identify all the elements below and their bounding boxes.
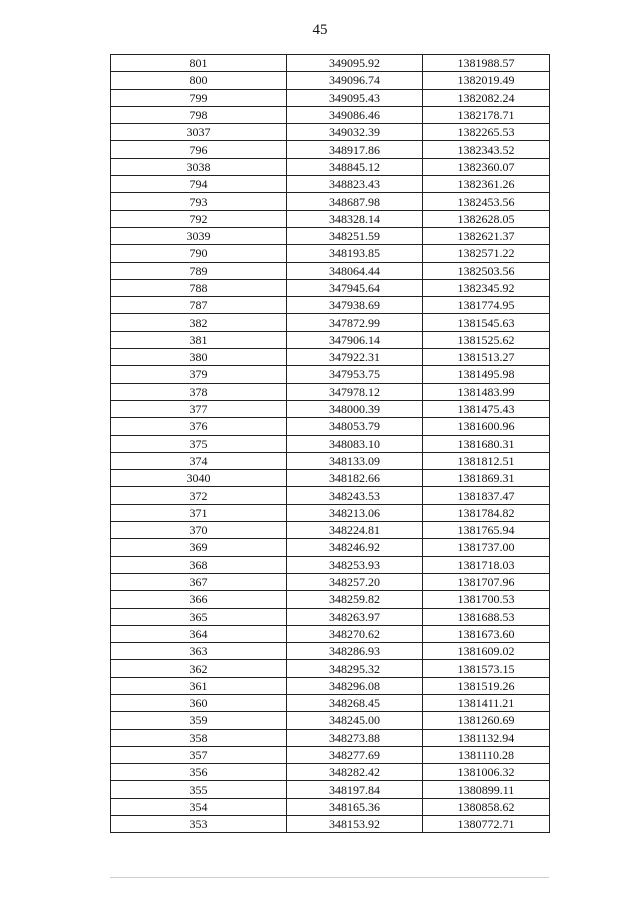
x-coordinate-cell: 348246.92 (287, 539, 423, 556)
x-coordinate-cell: 348270.62 (287, 625, 423, 642)
x-coordinate-cell: 349096.74 (287, 72, 423, 89)
table-row (111, 729, 550, 746)
bottom-divider (110, 877, 549, 878)
table-row (111, 418, 550, 435)
point-number-cell: 361 (111, 677, 287, 694)
x-coordinate-cell: 348251.59 (287, 227, 423, 244)
point-number-cell: 799 (111, 89, 287, 106)
point-number-cell: 787 (111, 297, 287, 314)
table-row (111, 435, 550, 452)
y-coordinate-cell: 1382345.92 (423, 279, 550, 296)
y-coordinate-cell: 1381525.62 (423, 331, 550, 348)
table-row (111, 314, 550, 331)
table-row (111, 383, 550, 400)
table-row (111, 746, 550, 763)
table-row (111, 331, 550, 348)
x-coordinate-cell: 348845.12 (287, 158, 423, 175)
x-coordinate-cell: 347938.69 (287, 297, 423, 314)
y-coordinate-cell: 1381707.96 (423, 573, 550, 590)
y-coordinate-cell: 1381513.27 (423, 349, 550, 366)
table-row (111, 400, 550, 417)
table-row (111, 124, 550, 141)
y-coordinate-cell: 1381132.94 (423, 729, 550, 746)
point-number-cell: 792 (111, 210, 287, 227)
point-number-cell: 379 (111, 366, 287, 383)
x-coordinate-cell: 347872.99 (287, 314, 423, 331)
table-row (111, 504, 550, 521)
y-coordinate-cell: 1381475.43 (423, 400, 550, 417)
point-number-cell: 796 (111, 141, 287, 158)
x-coordinate-cell: 348153.92 (287, 816, 423, 833)
x-coordinate-cell: 348268.45 (287, 694, 423, 711)
point-number-cell: 360 (111, 694, 287, 711)
y-coordinate-cell: 1381609.02 (423, 643, 550, 660)
x-coordinate-cell: 347953.75 (287, 366, 423, 383)
y-coordinate-cell: 1381600.96 (423, 418, 550, 435)
table-row (111, 573, 550, 590)
y-coordinate-cell: 1382265.53 (423, 124, 550, 141)
table-row (111, 193, 550, 210)
table-row (111, 712, 550, 729)
point-number-cell: 378 (111, 383, 287, 400)
point-number-cell: 3038 (111, 158, 287, 175)
x-coordinate-cell: 348224.81 (287, 522, 423, 539)
x-coordinate-cell: 348182.66 (287, 470, 423, 487)
table-row (111, 798, 550, 815)
y-coordinate-cell: 1381573.15 (423, 660, 550, 677)
y-coordinate-cell: 1381700.53 (423, 591, 550, 608)
table-row (111, 660, 550, 677)
x-coordinate-cell: 348273.88 (287, 729, 423, 746)
table-row (111, 245, 550, 262)
point-number-cell: 372 (111, 487, 287, 504)
point-number-cell: 788 (111, 279, 287, 296)
y-coordinate-cell: 1381495.98 (423, 366, 550, 383)
x-coordinate-cell: 348245.00 (287, 712, 423, 729)
point-number-cell: 380 (111, 349, 287, 366)
coordinates-table-body (111, 55, 550, 833)
point-number-cell: 801 (111, 55, 287, 72)
x-coordinate-cell: 348257.20 (287, 573, 423, 590)
point-number-cell: 382 (111, 314, 287, 331)
point-number-cell: 381 (111, 331, 287, 348)
y-coordinate-cell: 1381784.82 (423, 504, 550, 521)
table-row (111, 366, 550, 383)
point-number-cell: 3037 (111, 124, 287, 141)
table-row (111, 816, 550, 833)
point-number-cell: 365 (111, 608, 287, 625)
x-coordinate-cell: 348917.86 (287, 141, 423, 158)
y-coordinate-cell: 1382503.56 (423, 262, 550, 279)
table-row (111, 625, 550, 642)
table-row (111, 487, 550, 504)
x-coordinate-cell: 347906.14 (287, 331, 423, 348)
x-coordinate-cell: 348053.79 (287, 418, 423, 435)
x-coordinate-cell: 348213.06 (287, 504, 423, 521)
point-number-cell: 375 (111, 435, 287, 452)
table-row (111, 106, 550, 123)
x-coordinate-cell: 348000.39 (287, 400, 423, 417)
y-coordinate-cell: 1381680.31 (423, 435, 550, 452)
point-number-cell: 3040 (111, 470, 287, 487)
y-coordinate-cell: 1381260.69 (423, 712, 550, 729)
table-row (111, 522, 550, 539)
x-coordinate-cell: 347922.31 (287, 349, 423, 366)
point-number-cell: 794 (111, 176, 287, 193)
point-number-cell: 374 (111, 452, 287, 469)
x-coordinate-cell: 348064.44 (287, 262, 423, 279)
table-row (111, 556, 550, 573)
table-row (111, 72, 550, 89)
point-number-cell: 368 (111, 556, 287, 573)
y-coordinate-cell: 1382453.56 (423, 193, 550, 210)
y-coordinate-cell: 1382360.07 (423, 158, 550, 175)
table-row (111, 643, 550, 660)
table-row (111, 677, 550, 694)
point-number-cell: 371 (111, 504, 287, 521)
y-coordinate-cell: 1381519.26 (423, 677, 550, 694)
point-number-cell: 362 (111, 660, 287, 677)
x-coordinate-cell: 348263.97 (287, 608, 423, 625)
table-row (111, 227, 550, 244)
x-coordinate-cell: 348296.08 (287, 677, 423, 694)
y-coordinate-cell: 1381411.21 (423, 694, 550, 711)
y-coordinate-cell: 1381988.57 (423, 55, 550, 72)
y-coordinate-cell: 1381673.60 (423, 625, 550, 642)
x-coordinate-cell: 348286.93 (287, 643, 423, 660)
x-coordinate-cell: 349095.92 (287, 55, 423, 72)
point-number-cell: 369 (111, 539, 287, 556)
table-row (111, 262, 550, 279)
point-number-cell: 367 (111, 573, 287, 590)
y-coordinate-cell: 1381718.03 (423, 556, 550, 573)
point-number-cell: 366 (111, 591, 287, 608)
table-row (111, 297, 550, 314)
x-coordinate-cell: 347945.64 (287, 279, 423, 296)
x-coordinate-cell: 348083.10 (287, 435, 423, 452)
point-number-cell: 377 (111, 400, 287, 417)
y-coordinate-cell: 1380899.11 (423, 781, 550, 798)
point-number-cell: 370 (111, 522, 287, 539)
table-row (111, 89, 550, 106)
point-number-cell: 364 (111, 625, 287, 642)
x-coordinate-cell: 348823.43 (287, 176, 423, 193)
x-coordinate-cell: 348328.14 (287, 210, 423, 227)
table-row (111, 591, 550, 608)
table-row (111, 539, 550, 556)
table-row (111, 279, 550, 296)
table-row (111, 764, 550, 781)
y-coordinate-cell: 1382361.26 (423, 176, 550, 193)
point-number-cell: 3039 (111, 227, 287, 244)
table-row (111, 176, 550, 193)
table-row (111, 210, 550, 227)
y-coordinate-cell: 1381837.47 (423, 487, 550, 504)
y-coordinate-cell: 1381006.32 (423, 764, 550, 781)
y-coordinate-cell: 1381869.31 (423, 470, 550, 487)
y-coordinate-cell: 1382571.22 (423, 245, 550, 262)
table-row (111, 158, 550, 175)
table-row (111, 608, 550, 625)
x-coordinate-cell: 348687.98 (287, 193, 423, 210)
y-coordinate-cell: 1381765.94 (423, 522, 550, 539)
table-row (111, 141, 550, 158)
y-coordinate-cell: 1382178.71 (423, 106, 550, 123)
page-number: 45 (312, 22, 328, 38)
table-row (111, 55, 550, 72)
table-row (111, 781, 550, 798)
table-row (111, 349, 550, 366)
x-coordinate-cell: 347978.12 (287, 383, 423, 400)
x-coordinate-cell: 349095.43 (287, 89, 423, 106)
point-number-cell: 363 (111, 643, 287, 660)
y-coordinate-cell: 1382628.05 (423, 210, 550, 227)
table-row (111, 452, 550, 469)
y-coordinate-cell: 1382343.52 (423, 141, 550, 158)
point-number-cell: 354 (111, 798, 287, 815)
y-coordinate-cell: 1381774.95 (423, 297, 550, 314)
x-coordinate-cell: 348295.32 (287, 660, 423, 677)
point-number-cell: 359 (111, 712, 287, 729)
point-number-cell: 793 (111, 193, 287, 210)
coordinates-table (110, 54, 550, 833)
point-number-cell: 356 (111, 764, 287, 781)
point-number-cell: 353 (111, 816, 287, 833)
point-number-cell: 790 (111, 245, 287, 262)
table-row (111, 694, 550, 711)
y-coordinate-cell: 1380772.71 (423, 816, 550, 833)
x-coordinate-cell: 348282.42 (287, 764, 423, 781)
x-coordinate-cell: 348259.82 (287, 591, 423, 608)
y-coordinate-cell: 1381483.99 (423, 383, 550, 400)
y-coordinate-cell: 1382621.37 (423, 227, 550, 244)
y-coordinate-cell: 1381688.53 (423, 608, 550, 625)
point-number-cell: 800 (111, 72, 287, 89)
point-number-cell: 357 (111, 746, 287, 763)
table-row (111, 470, 550, 487)
y-coordinate-cell: 1380858.62 (423, 798, 550, 815)
y-coordinate-cell: 1382019.49 (423, 72, 550, 89)
x-coordinate-cell: 348197.84 (287, 781, 423, 798)
x-coordinate-cell: 348277.69 (287, 746, 423, 763)
point-number-cell: 798 (111, 106, 287, 123)
x-coordinate-cell: 348133.09 (287, 452, 423, 469)
point-number-cell: 355 (111, 781, 287, 798)
y-coordinate-cell: 1382082.24 (423, 89, 550, 106)
x-coordinate-cell: 348253.93 (287, 556, 423, 573)
point-number-cell: 376 (111, 418, 287, 435)
y-coordinate-cell: 1381110.28 (423, 746, 550, 763)
y-coordinate-cell: 1381812.51 (423, 452, 550, 469)
x-coordinate-cell: 348165.36 (287, 798, 423, 815)
y-coordinate-cell: 1381545.63 (423, 314, 550, 331)
x-coordinate-cell: 349032.39 (287, 124, 423, 141)
x-coordinate-cell: 349086.46 (287, 106, 423, 123)
x-coordinate-cell: 348243.53 (287, 487, 423, 504)
point-number-cell: 358 (111, 729, 287, 746)
y-coordinate-cell: 1381737.00 (423, 539, 550, 556)
point-number-cell: 789 (111, 262, 287, 279)
x-coordinate-cell: 348193.85 (287, 245, 423, 262)
